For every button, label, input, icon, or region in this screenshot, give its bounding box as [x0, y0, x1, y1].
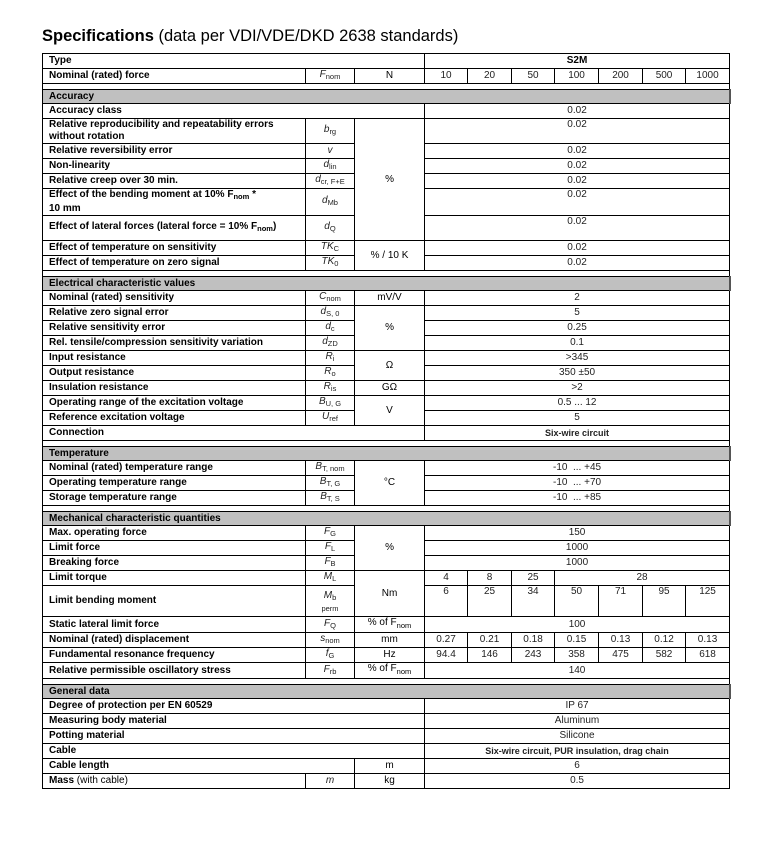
row-value: 5	[425, 306, 730, 321]
electrical-row	[43, 381, 730, 396]
row-value: 0.12	[643, 633, 686, 648]
row-unit: %	[355, 306, 425, 351]
row-value: 2	[425, 291, 730, 306]
row-label: Relative sensitivity error	[43, 321, 306, 336]
row-symbol: $C_{nom}$	[306, 291, 355, 306]
row-unit: GΩ	[355, 381, 425, 396]
section-accuracy	[43, 90, 730, 104]
row-value: Silicone	[425, 729, 730, 744]
row-value: 150	[425, 526, 730, 541]
force-500: 500	[643, 69, 686, 84]
row-value: 0.02	[425, 256, 730, 271]
row-value: 0.21	[468, 633, 512, 648]
row-value: 0.13	[599, 633, 643, 648]
row-label: Operating temperature range	[43, 476, 306, 491]
row-value: 0.02	[425, 144, 730, 159]
row-value: 350 ±50	[425, 366, 730, 381]
row-value: Six-wire circuit	[425, 426, 730, 441]
page-title	[42, 27, 458, 46]
row-value: 95	[643, 586, 686, 617]
mechanical-row	[43, 526, 730, 541]
nominal-force-row	[43, 69, 730, 84]
row-value: 4	[425, 571, 468, 586]
row-value: -10 ... +70	[425, 476, 730, 491]
row-value: 71	[599, 586, 643, 617]
row-label: Static lateral limit force	[43, 617, 306, 633]
row-value: 34	[512, 586, 555, 617]
section-title: General data	[43, 685, 730, 699]
row-label: Cable	[43, 744, 425, 759]
row-label: Relative zero signal error	[43, 306, 306, 321]
row-label: Nominal (rated) displacement	[43, 633, 306, 648]
general-row	[43, 744, 730, 759]
limit-torque-row	[43, 571, 730, 586]
accuracy-class-row	[43, 104, 730, 119]
row-label: Breaking force	[43, 556, 306, 571]
type-row	[43, 54, 730, 69]
static-lateral-row	[43, 617, 730, 633]
row-value: 0.5	[425, 774, 730, 789]
row-value: 0.02	[425, 104, 730, 119]
general-row	[43, 729, 730, 744]
row-value: 0.02	[425, 119, 730, 144]
row-symbol: $TK_0$	[306, 256, 355, 271]
general-row	[43, 699, 730, 714]
row-symbol: $R_{is}$	[306, 381, 355, 396]
row-label: Max. operating force	[43, 526, 306, 541]
row-label: Degree of protection per EN 60529	[43, 699, 425, 714]
nominal-force-label: Nominal (rated) force	[43, 69, 306, 84]
row-label: Measuring body material	[43, 714, 425, 729]
row-value: 0.02	[425, 189, 730, 216]
row-symbol: $F_L$	[306, 541, 355, 556]
row-symbol: $F_B$	[306, 556, 355, 571]
row-symbol: $d_c$	[306, 321, 355, 336]
row-value: 358	[555, 648, 599, 663]
row-value: 0.02	[425, 174, 730, 189]
row-symbol: $F_{rb}$	[306, 663, 355, 679]
row-value: 125	[686, 586, 730, 617]
row-symbol: $d_{cr, F+E}$	[306, 174, 355, 189]
force-1000: 1000	[686, 69, 730, 84]
row-label: Relative reversibility error	[43, 144, 306, 159]
section-title: Electrical characteristic values	[43, 277, 730, 291]
row-symbol: $d_{Mb}$	[306, 189, 355, 216]
row-symbol: $d_{lin}$	[306, 159, 355, 174]
force-100: 100	[555, 69, 599, 84]
section-mechanical	[43, 512, 730, 526]
oscillatory-row	[43, 663, 730, 679]
row-label: Operating range of the excitation voltage	[43, 396, 306, 411]
row-unit: mm	[355, 633, 425, 648]
row-label: Rel. tensile/compression sensitivity variation	[43, 336, 306, 351]
title-bold: Specifications	[42, 27, 154, 45]
row-value: 140	[425, 663, 730, 679]
row-symbol: $d_{ZD}$	[306, 336, 355, 351]
row-unit: mV/V	[355, 291, 425, 306]
row-symbol: $s_{nom}$	[306, 633, 355, 648]
row-value: 0.18	[512, 633, 555, 648]
row-unit: % of $F_{nom}$	[355, 617, 425, 633]
row-symbol: $R_o$	[306, 366, 355, 381]
row-value: >345	[425, 351, 730, 366]
row-value: 0.27	[425, 633, 468, 648]
row-label: Connection	[43, 426, 425, 441]
row-label: Limit bending moment	[43, 586, 306, 617]
row-unit: % / 10 K	[355, 241, 425, 271]
type-label: Type	[43, 54, 425, 69]
row-label: Relative creep over 30 min.	[43, 174, 306, 189]
row-value: 1000	[425, 556, 730, 571]
force-10: 10	[425, 69, 468, 84]
row-unit: Nm	[355, 571, 425, 617]
force-20: 20	[468, 69, 512, 84]
section-title: Mechanical characteristic quantities	[43, 512, 730, 526]
row-value: 618	[686, 648, 730, 663]
row-value: 1000	[425, 541, 730, 556]
row-value: 0.25	[425, 321, 730, 336]
row-unit: %	[355, 526, 425, 571]
title-subtitle: (data per VDI/VDE/DKD 2638 standards)	[153, 27, 459, 45]
row-value: 0.5 ... 12	[425, 396, 730, 411]
row-value: 0.02	[425, 216, 730, 241]
row-label: Potting material	[43, 729, 425, 744]
section-temperature	[43, 447, 730, 461]
accuracy-row	[43, 119, 730, 144]
row-symbol: $TK_C$	[306, 241, 355, 256]
row-value: 0.15	[555, 633, 599, 648]
row-label: Cable length	[43, 759, 355, 774]
force-200: 200	[599, 69, 643, 84]
accuracy-row	[43, 241, 730, 256]
row-label: Relative permissible oscillatory stress	[43, 663, 306, 679]
row-value: 8	[468, 571, 512, 586]
row-symbol: $R_i$	[306, 351, 355, 366]
row-symbol: $B_{T, S}$	[306, 491, 355, 506]
section-title: Temperature	[43, 447, 730, 461]
row-value: 100	[425, 617, 730, 633]
row-label: Reference excitation voltage	[43, 411, 306, 426]
row-label: Limit force	[43, 541, 306, 556]
row-value: 6	[425, 586, 468, 617]
row-label: Storage temperature range	[43, 491, 306, 506]
row-label: Mass (with cable)	[43, 774, 306, 789]
row-symbol: $M_L$	[306, 571, 355, 586]
specifications-table	[42, 53, 731, 789]
electrical-row	[43, 291, 730, 306]
row-value: 475	[599, 648, 643, 663]
row-symbol: $B_{T, nom}$	[306, 461, 355, 476]
row-value: IP 67	[425, 699, 730, 714]
row-value: 0.02	[425, 241, 730, 256]
row-label: Effect of temperature on sensitivity	[43, 241, 306, 256]
row-label: Non-linearity	[43, 159, 306, 174]
row-value: 0.02	[425, 159, 730, 174]
row-label: Effect of the bending moment at 10% $F_{nom}$ * 10 mm	[43, 189, 306, 216]
row-value: 94.4	[425, 648, 468, 663]
temperature-row	[43, 461, 730, 476]
section-general	[43, 685, 730, 699]
row-value: 25	[468, 586, 512, 617]
row-value: 50	[555, 586, 599, 617]
row-value: 146	[468, 648, 512, 663]
displacement-row	[43, 633, 730, 648]
row-symbol: m	[306, 774, 355, 789]
row-label: Input resistance	[43, 351, 306, 366]
nominal-force-symbol: $F_{nom}$	[306, 69, 355, 84]
row-label: Fundamental resonance frequency	[43, 648, 306, 663]
electrical-row	[43, 426, 730, 441]
row-label: Insulation resistance	[43, 381, 306, 396]
row-unit: % of $F_{nom}$	[355, 663, 425, 679]
row-label: Accuracy class	[43, 104, 425, 119]
row-label: Relative reproducibility and repeatability errors without rotation	[43, 119, 306, 144]
force-50: 50	[512, 69, 555, 84]
row-value: 0.1	[425, 336, 730, 351]
row-symbol: $d_{S, 0}$	[306, 306, 355, 321]
row-value: 243	[512, 648, 555, 663]
row-symbol: $d_Q$	[306, 216, 355, 241]
cable-length-row	[43, 759, 730, 774]
mass-row	[43, 774, 730, 789]
row-value: 28	[555, 571, 730, 586]
row-symbol: $F_G$	[306, 526, 355, 541]
row-unit: °C	[355, 461, 425, 506]
row-value: >2	[425, 381, 730, 396]
row-symbol: $F_Q$	[306, 617, 355, 633]
section-title: Accuracy	[43, 90, 730, 104]
row-value: Aluminum	[425, 714, 730, 729]
general-row	[43, 714, 730, 729]
row-value: Six-wire circuit, PUR insulation, drag chain	[425, 744, 730, 759]
row-unit: Hz	[355, 648, 425, 663]
row-value: -10 ... +45	[425, 461, 730, 476]
row-unit: Ω	[355, 351, 425, 381]
nominal-force-unit: N	[355, 69, 425, 84]
row-unit: kg	[355, 774, 425, 789]
row-label: Nominal (rated) sensitivity	[43, 291, 306, 306]
row-symbol: $B_{U, G}$	[306, 396, 355, 411]
section-electrical	[43, 277, 730, 291]
row-value: -10 ... +85	[425, 491, 730, 506]
row-unit: %	[355, 119, 425, 241]
row-label: Output resistance	[43, 366, 306, 381]
row-label: Limit torque	[43, 571, 306, 586]
row-value: 5	[425, 411, 730, 426]
row-symbol: $f_G$	[306, 648, 355, 663]
row-label: Effect of lateral forces (lateral force = 10% $F_{nom}$)	[43, 216, 306, 241]
row-unit: V	[355, 396, 425, 426]
electrical-row	[43, 351, 730, 366]
row-symbol: $B_{T, G}$	[306, 476, 355, 491]
row-label: Effect of temperature on zero signal	[43, 256, 306, 271]
row-symbol: $b_{rg}$	[306, 119, 355, 144]
row-value: 25	[512, 571, 555, 586]
row-symbol: $U_{ref}$	[306, 411, 355, 426]
electrical-row	[43, 306, 730, 321]
row-value: 582	[643, 648, 686, 663]
row-symbol: $M_b$ perm	[306, 586, 355, 617]
row-value: 0.13	[686, 633, 730, 648]
type-value: S2M	[425, 54, 730, 69]
row-label: Nominal (rated) temperature range	[43, 461, 306, 476]
resonance-row	[43, 648, 730, 663]
row-unit: m	[355, 759, 425, 774]
electrical-row	[43, 396, 730, 411]
row-symbol: v	[306, 144, 355, 159]
row-value: 6	[425, 759, 730, 774]
